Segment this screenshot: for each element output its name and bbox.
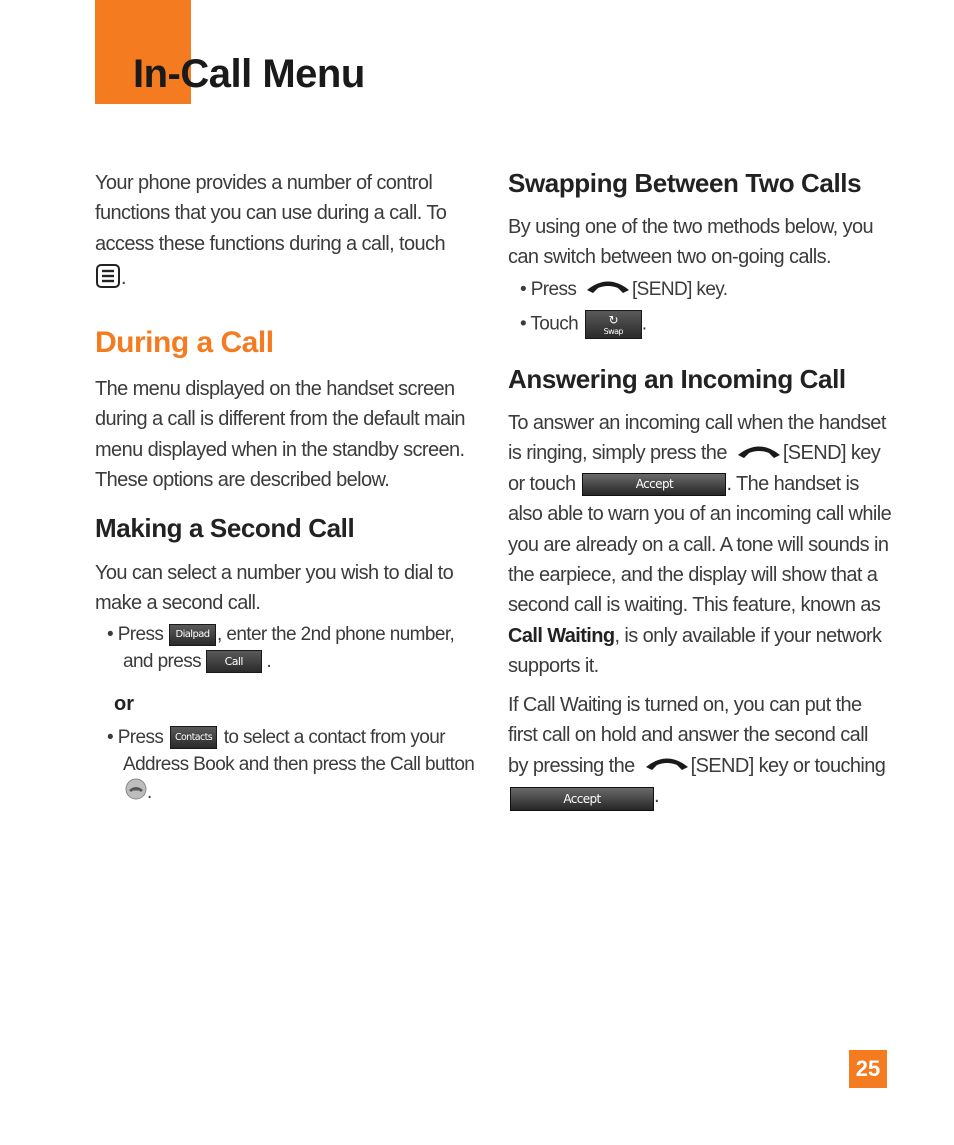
bullet-dialpad-prefix: • Press — [107, 624, 164, 645]
call-waiting-term: Call Waiting — [508, 624, 615, 647]
during-a-call-text: The menu displayed on the handset screen during a call is different from the default main menu displayed when in the standby screen. These options are described below. — [95, 378, 465, 491]
swap-label: Swap — [603, 327, 623, 336]
bullet-contacts — [107, 724, 477, 808]
bullet-swap-prefix: • Touch — [520, 313, 579, 335]
intro-paragraph — [95, 168, 475, 298]
making-second-call-text: You can select a number you wish to dial to make a second call. — [95, 562, 454, 615]
bullet-contacts-line2: Address Book and then press the Call button — [123, 754, 475, 775]
answering-line3-prefix: or touch — [508, 473, 576, 496]
answering-line2-suffix: [SEND] key — [782, 442, 881, 465]
send-key-icon — [736, 439, 782, 469]
contacts-button[interactable]: Contacts — [170, 726, 217, 749]
answering-rest-a: also able to warn you of an incoming call while you are already on a call. A tone will sounds in the earpiece, and the display will show that a second call is waiting. This feature, known as — [508, 503, 892, 617]
bullet-contacts-end: . — [147, 782, 152, 804]
answering-paragraph-2 — [508, 690, 893, 812]
answering-line1: To answer an incoming call when the handset — [508, 412, 886, 434]
answering-paragraph-1 — [508, 408, 893, 681]
bullet-swap-end: . — [641, 313, 647, 335]
swap-button[interactable] — [585, 310, 642, 339]
swap-icon: ↻ — [608, 313, 619, 327]
dialpad-button[interactable]: Dialpad — [169, 624, 216, 646]
send-key-icon — [585, 276, 631, 303]
bullet-swap — [520, 310, 890, 339]
bullet-send-key — [520, 276, 890, 303]
swapping-text: By using one of the two methods below, you can switch between two on-going calls. — [508, 216, 874, 269]
accept-button-2[interactable]: Accept — [510, 787, 654, 811]
answering-rest-b: , is only available if your network supports it. — [508, 624, 882, 677]
answering-heading: Answering an Incoming Call — [508, 364, 846, 394]
answering-p2-line3-suffix: [SEND] key or touching — [690, 754, 886, 777]
bullet-contacts-prefix: • Press — [107, 727, 164, 748]
answering-line3-suffix: . The handset is — [726, 473, 859, 496]
answering-p2-end: . — [654, 785, 659, 808]
intro-text: Your phone provides a number of control functions that you can use during a call. To access these functions during a call, touch — [95, 172, 447, 255]
answering-p2-line3-prefix: by pressing the — [508, 754, 635, 777]
send-key-icon — [644, 751, 690, 781]
swapping-heading: Swapping Between Two Calls — [508, 168, 862, 198]
page-number: 25 — [849, 1050, 887, 1088]
answering-line2-prefix: is ringing, simply press the — [508, 442, 727, 465]
bullet-dialpad-line2: and press — [123, 651, 202, 672]
bullet-dialpad-end: . — [266, 651, 272, 672]
answering-p2-line1: If Call Waiting is turned on, you can put the — [508, 694, 862, 716]
menu-icon — [95, 263, 121, 298]
or-label: or — [114, 693, 134, 715]
making-second-call-heading: Making a Second Call — [95, 513, 355, 543]
answering-p2-line2: first call on hold and answer the second call — [508, 724, 868, 747]
bullet-dialpad — [107, 621, 477, 675]
during-a-call-heading: During a Call — [95, 326, 274, 359]
intro-end: . — [121, 266, 126, 289]
bullet-dialpad-middle: , enter the 2nd phone number, — [217, 624, 455, 645]
bullet-contacts-middle: to select a contact from your — [223, 727, 445, 748]
call-button-icon — [125, 778, 147, 808]
call-button[interactable]: Call — [206, 650, 262, 673]
accept-button[interactable]: Accept — [582, 473, 726, 496]
bullet-send-prefix: • Press — [520, 279, 577, 300]
bullet-send-suffix: [SEND] key. — [632, 279, 728, 300]
page-title: In-Call Menu — [133, 52, 365, 96]
